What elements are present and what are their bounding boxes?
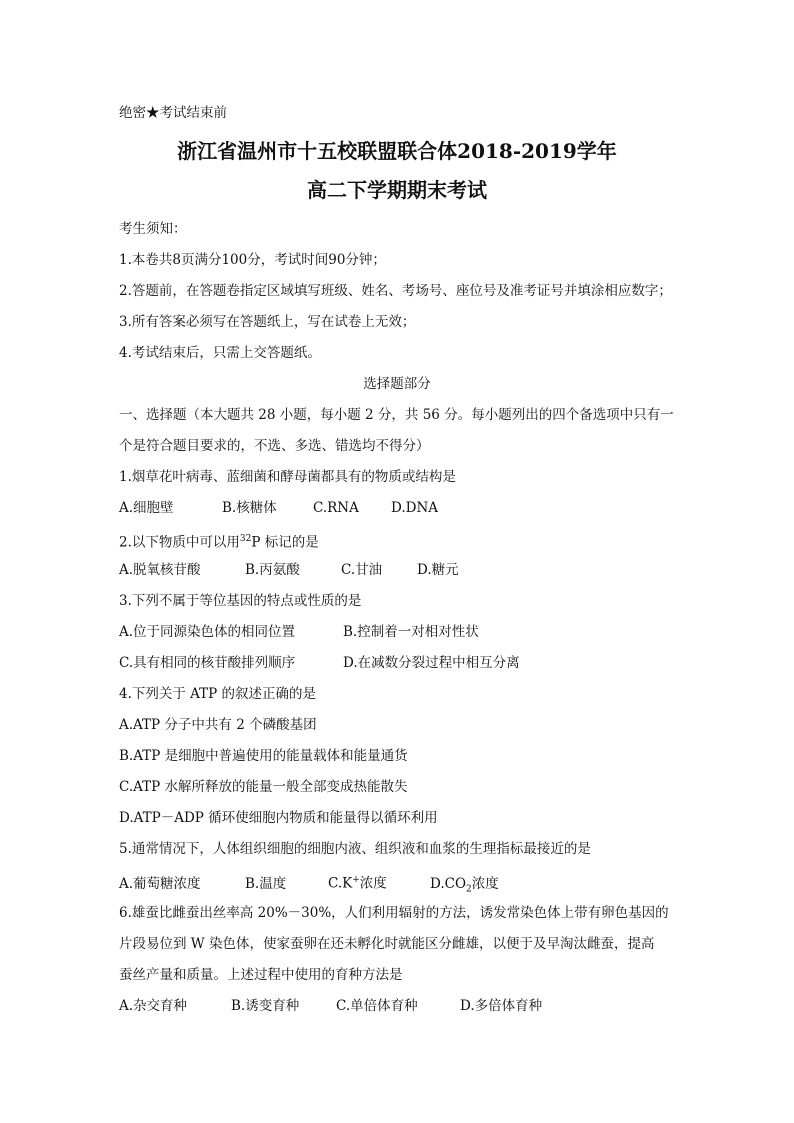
q4-option-a: A.ATP 分子中共有 2 个磷酸基团 [119, 717, 317, 733]
section-intro-line2: 个是符合题目要求的，不选、多选、错选均不得分） [119, 438, 430, 454]
question-2-options [119, 561, 459, 579]
q5-option-c [328, 871, 430, 893]
notice-item-4: 4.考试结束后，只需上交答题纸。 [119, 345, 321, 361]
exam-title-line2: 高二下学期期末考试 [307, 178, 487, 202]
question-6-stem-line3: 蚕丝产量和质量。上述过程中使用的育种方法是 [119, 967, 403, 983]
q5-option-d [430, 875, 499, 899]
notice-item-1: 1.本卷共8页满分100分，考试时间90分钟； [119, 252, 386, 268]
question-3-options-row1 [119, 623, 479, 641]
q2-option-c: C.甘油 [341, 562, 383, 578]
question-3-options-row2 [119, 654, 520, 672]
question-6-stem-line1: 6.雄蚕比雌蚕出丝率高 20%－30%，人们利用辐射的方法，诱发常染色体上带有卵色基因的 [119, 905, 669, 921]
question-3-stem: 3.下列不属于等位基因的特点或性质的是 [119, 593, 362, 609]
q3-option-a: A.位于同源染色体的相同位置 [119, 624, 296, 640]
q5-option-a: A.葡萄糖浓度 [119, 875, 201, 892]
q6-option-d: D.多倍体育种 [460, 998, 543, 1014]
q5-option-d-pre: D.CO [430, 875, 467, 892]
q4-option-d: D.ATP－ADP 循环使细胞内物质和能量得以循环利用 [119, 810, 438, 826]
q4-option-c: C.ATP 水解所释放的能量一般全部变成热能散失 [119, 779, 408, 795]
q3-option-b: B.控制着一对相对性状 [343, 624, 479, 640]
q2-stem-pre: 2.以下物质中可以用 [119, 534, 240, 551]
q1-option-c: C.RNA [313, 500, 359, 516]
q5-option-c-pre: C.K [328, 875, 353, 892]
exam-title-line1: 浙江省温州市十五校联盟联合体2018-2019学年 [177, 139, 617, 163]
q5-option-b: B.温度 [245, 875, 287, 892]
question-6-options [119, 997, 542, 1015]
q5-option-c-sup: + [352, 875, 360, 885]
question-6-stem-line2: 片段易位到 W 染色体，使家蚕卵在还未孵化时就能区分雌雄，以便于及早淘汰雌蚕，提高 [119, 936, 655, 952]
notice-item-2: 2.答题前，在答题卷指定区域填写班级、姓名、考场号、座位号及准考证号并填涂相应数字； [119, 283, 672, 299]
q2-option-a: A.脱氧核苷酸 [119, 562, 201, 578]
question-5-stem: 5.通常情况下，人体组织细胞的细胞内液、组织液和血浆的生理指标最接近的是 [119, 841, 591, 857]
q1-option-a: A.细胞壁 [119, 500, 174, 516]
notice-heading: 考生须知： [119, 221, 187, 237]
notice-item-3: 3.所有答案必须写在答题纸上，写在试卷上无效； [119, 314, 416, 330]
q6-option-a: A.杂交育种 [119, 998, 188, 1014]
section-title: 选择题部分 [363, 376, 431, 392]
q3-option-d: D.在减数分裂过程中相互分离 [343, 655, 520, 671]
q2-option-b: B.丙氨酸 [245, 562, 300, 578]
question-4-stem: 4.下列关于 ATP 的叙述正确的是 [119, 686, 317, 702]
q1-option-d: D.DNA [391, 500, 439, 516]
question-1-stem: 1.烟草花叶病毒、蓝细菌和酵母菌都具有的物质或结构是 [119, 469, 456, 485]
q2-option-d: D.糖元 [417, 562, 459, 578]
q2-stem-sup: 32 [239, 534, 252, 544]
q5-option-d-sub: 2 [466, 884, 472, 895]
q6-option-b: B.诱变育种 [231, 998, 300, 1014]
question-2-stem [119, 530, 319, 552]
q2-stem-post: P 标记的是 [251, 534, 319, 551]
section-intro-line1: 一、选择题（本大题共 28 小题，每小题 2 分，共 56 分。每小题列出的四个备选项中只有一 [119, 407, 674, 423]
q6-option-c: C.单倍体育种 [336, 998, 418, 1014]
question-5-options [119, 871, 499, 898]
q5-option-c-post: 浓度 [359, 875, 387, 892]
q4-option-b: B.ATP 是细胞中普遍使用的能量载体和能量通货 [119, 748, 408, 764]
question-1-options [119, 499, 438, 517]
confidential-label: 绝密★考试结束前 [119, 105, 227, 121]
q1-option-b: B.核糖体 [222, 500, 277, 516]
q5-option-d-post: 浓度 [471, 875, 499, 892]
q3-option-c: C.具有相同的核苷酸排列顺序 [119, 655, 296, 671]
